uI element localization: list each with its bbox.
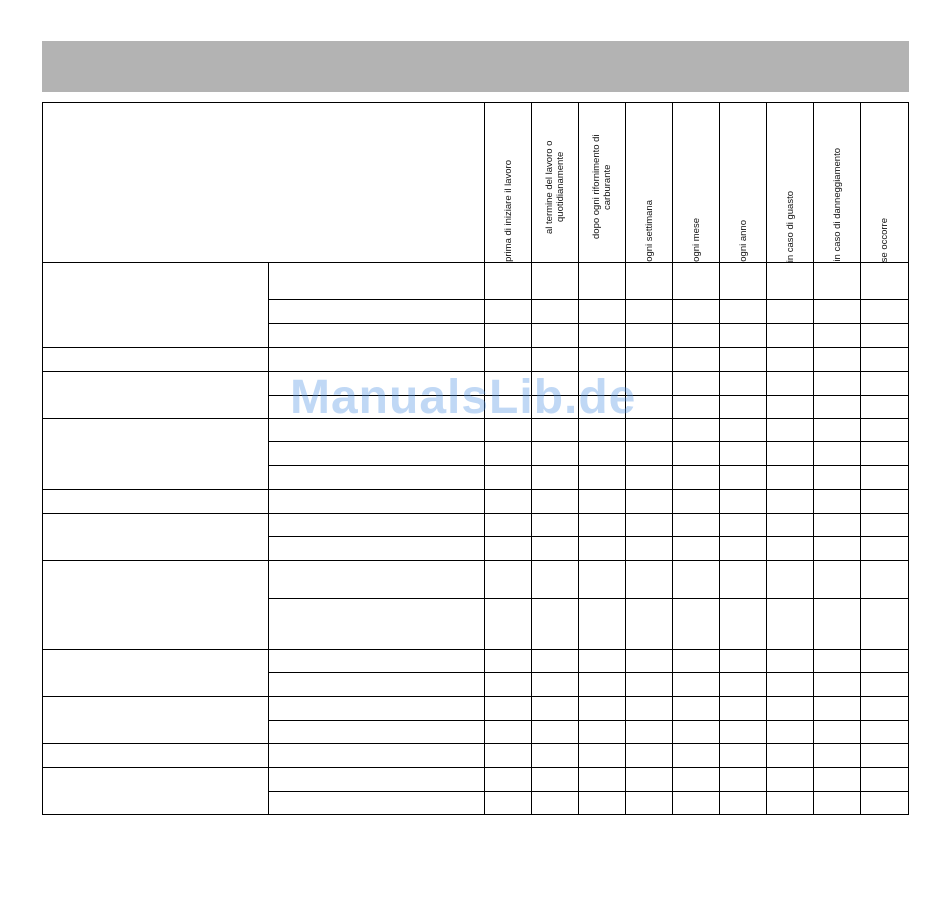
- interval-cell: [626, 744, 673, 768]
- item-label-cell: [269, 768, 485, 792]
- interval-cell: [673, 768, 720, 792]
- interval-cell: [861, 300, 909, 324]
- interval-cell: [767, 650, 814, 673]
- interval-cell: [485, 396, 532, 419]
- item-label-cell: [269, 792, 485, 815]
- interval-cell: [532, 673, 579, 697]
- interval-cell: [626, 324, 673, 348]
- interval-cell: [720, 650, 767, 673]
- interval-cell: [579, 419, 626, 442]
- item-label-cell: [269, 697, 485, 721]
- interval-cell: [673, 348, 720, 372]
- table-row: [43, 263, 909, 300]
- interval-cell: [814, 300, 861, 324]
- interval-cell: [485, 768, 532, 792]
- group-label-cell: [43, 561, 269, 650]
- interval-cell: [579, 599, 626, 650]
- interval-cell: [720, 300, 767, 324]
- interval-cell: [720, 490, 767, 514]
- interval-cell: [720, 697, 767, 721]
- table-row: [43, 419, 909, 442]
- interval-cell: [532, 768, 579, 792]
- interval-cell: [673, 744, 720, 768]
- interval-cell: [814, 744, 861, 768]
- interval-cell: [579, 490, 626, 514]
- interval-cell: [814, 673, 861, 697]
- interval-cell: [485, 442, 532, 466]
- header-cell: in caso di guasto: [767, 103, 814, 263]
- item-label-cell: [269, 599, 485, 650]
- interval-cell: [626, 442, 673, 466]
- interval-cell: [579, 324, 626, 348]
- table-row: [43, 514, 909, 537]
- header-cell: al termine del lavoro o quotidianamente: [532, 103, 579, 263]
- interval-cell: [626, 561, 673, 599]
- interval-cell: [485, 490, 532, 514]
- interval-cell: [767, 442, 814, 466]
- interval-cell: [720, 768, 767, 792]
- interval-cell: [485, 514, 532, 537]
- interval-cell: [626, 697, 673, 721]
- interval-cell: [861, 514, 909, 537]
- interval-cell: [814, 372, 861, 396]
- interval-cell: [767, 537, 814, 561]
- interval-cell: [485, 673, 532, 697]
- interval-cell: [626, 537, 673, 561]
- interval-cell: [673, 419, 720, 442]
- interval-cell: [579, 792, 626, 815]
- interval-cell: [626, 650, 673, 673]
- interval-cell: [485, 744, 532, 768]
- interval-cell: [767, 372, 814, 396]
- group-label-cell: [43, 348, 269, 372]
- interval-cell: [767, 673, 814, 697]
- interval-cell: [626, 514, 673, 537]
- interval-cell: [861, 419, 909, 442]
- item-label-cell: [269, 490, 485, 514]
- interval-cell: [814, 721, 861, 744]
- item-label-cell: [269, 650, 485, 673]
- interval-cell: [485, 419, 532, 442]
- interval-cell: [814, 561, 861, 599]
- interval-cell: [673, 673, 720, 697]
- interval-cell: [814, 768, 861, 792]
- interval-cell: [720, 744, 767, 768]
- interval-cell: [626, 263, 673, 300]
- interval-cell: [673, 537, 720, 561]
- interval-cell: [814, 697, 861, 721]
- interval-cell: [767, 514, 814, 537]
- header-cell: ogni settimana: [626, 103, 673, 263]
- interval-cell: [673, 721, 720, 744]
- item-label-cell: [269, 466, 485, 490]
- interval-cell: [720, 514, 767, 537]
- interval-cell: [767, 599, 814, 650]
- header-cell: prima di iniziare il lavoro: [485, 103, 532, 263]
- interval-cell: [626, 300, 673, 324]
- interval-cell: [720, 324, 767, 348]
- interval-cell: [579, 673, 626, 697]
- interval-cell: [579, 466, 626, 490]
- interval-cell: [720, 442, 767, 466]
- interval-cell: [767, 348, 814, 372]
- interval-cell: [861, 348, 909, 372]
- interval-cell: [532, 599, 579, 650]
- interval-cell: [673, 650, 720, 673]
- group-label-cell: [43, 744, 269, 768]
- table-row: [43, 490, 909, 514]
- interval-cell: [767, 561, 814, 599]
- interval-cell: [767, 300, 814, 324]
- interval-cell: [532, 300, 579, 324]
- interval-cell: [485, 650, 532, 673]
- interval-cell: [720, 263, 767, 300]
- interval-cell: [485, 792, 532, 815]
- interval-cell: [814, 466, 861, 490]
- interval-cell: [532, 466, 579, 490]
- item-label-cell: [269, 348, 485, 372]
- interval-cell: [861, 372, 909, 396]
- interval-cell: [485, 537, 532, 561]
- interval-cell: [767, 263, 814, 300]
- interval-cell: [532, 792, 579, 815]
- item-label-cell: [269, 673, 485, 697]
- interval-cell: [532, 697, 579, 721]
- interval-cell: [861, 490, 909, 514]
- table-row: [43, 697, 909, 721]
- interval-cell: [485, 599, 532, 650]
- interval-cell: [626, 372, 673, 396]
- item-label-cell: [269, 442, 485, 466]
- interval-cell: [579, 514, 626, 537]
- interval-cell: [485, 721, 532, 744]
- interval-cell: [720, 466, 767, 490]
- interval-cell: [579, 537, 626, 561]
- interval-cell: [814, 348, 861, 372]
- interval-cell: [579, 300, 626, 324]
- interval-cell: [861, 599, 909, 650]
- interval-cell: [532, 537, 579, 561]
- table-row: [43, 768, 909, 792]
- interval-cell: [767, 792, 814, 815]
- interval-cell: [579, 442, 626, 466]
- interval-cell: [814, 537, 861, 561]
- interval-cell: [720, 599, 767, 650]
- interval-cell: [532, 396, 579, 419]
- interval-cell: [579, 744, 626, 768]
- group-label-cell: [43, 697, 269, 744]
- group-label-cell: [43, 263, 269, 348]
- interval-cell: [861, 768, 909, 792]
- item-label-cell: [269, 537, 485, 561]
- header-cell: se occorre: [861, 103, 909, 263]
- interval-cell: [485, 348, 532, 372]
- header-cell: ogni anno: [720, 103, 767, 263]
- table-row: [43, 650, 909, 673]
- interval-cell: [814, 514, 861, 537]
- interval-cell: [579, 697, 626, 721]
- interval-cell: [720, 721, 767, 744]
- interval-cell: [720, 348, 767, 372]
- interval-cell: [579, 396, 626, 419]
- interval-cell: [814, 442, 861, 466]
- table-row: [43, 348, 909, 372]
- interval-cell: [861, 792, 909, 815]
- header-blank-cell: [43, 103, 485, 263]
- header-row: [43, 103, 909, 263]
- interval-cell: [720, 419, 767, 442]
- watermark: ManualsLib.de: [290, 371, 637, 424]
- group-label-cell: [43, 372, 269, 419]
- interval-cell: [814, 324, 861, 348]
- table-body: [43, 263, 909, 815]
- interval-cell: [861, 650, 909, 673]
- interval-cell: [861, 442, 909, 466]
- interval-cell: [720, 372, 767, 396]
- interval-cell: [861, 697, 909, 721]
- interval-cell: [720, 792, 767, 815]
- interval-cell: [579, 263, 626, 300]
- interval-cell: [814, 396, 861, 419]
- interval-cell: [673, 372, 720, 396]
- interval-cell: [673, 514, 720, 537]
- interval-cell: [532, 561, 579, 599]
- interval-cell: [626, 792, 673, 815]
- interval-cell: [720, 396, 767, 419]
- interval-cell: [485, 697, 532, 721]
- interval-cell: [720, 537, 767, 561]
- item-label-cell: [269, 263, 485, 300]
- interval-cell: [485, 561, 532, 599]
- interval-cell: [485, 263, 532, 300]
- interval-cell: [767, 768, 814, 792]
- interval-cell: [814, 792, 861, 815]
- interval-cell: [861, 744, 909, 768]
- interval-cell: [767, 419, 814, 442]
- interval-cell: [532, 442, 579, 466]
- interval-cell: [532, 263, 579, 300]
- interval-cell: [626, 721, 673, 744]
- interval-cell: [579, 650, 626, 673]
- interval-cell: [861, 721, 909, 744]
- interval-cell: [861, 466, 909, 490]
- group-label-cell: [43, 768, 269, 815]
- interval-cell: [579, 768, 626, 792]
- item-label-cell: [269, 396, 485, 419]
- group-label-cell: [43, 419, 269, 490]
- interval-cell: [673, 697, 720, 721]
- interval-cell: [861, 561, 909, 599]
- interval-cell: [673, 396, 720, 419]
- maintenance-table: [42, 102, 909, 815]
- interval-cell: [673, 792, 720, 815]
- interval-cell: [767, 466, 814, 490]
- interval-cell: [861, 324, 909, 348]
- item-label-cell: [269, 561, 485, 599]
- interval-cell: [579, 721, 626, 744]
- group-label-cell: [43, 490, 269, 514]
- interval-cell: [485, 466, 532, 490]
- interval-cell: [626, 396, 673, 419]
- interval-cell: [767, 324, 814, 348]
- interval-cell: [532, 324, 579, 348]
- interval-cell: [673, 466, 720, 490]
- interval-cell: [814, 490, 861, 514]
- interval-cell: [861, 396, 909, 419]
- table-row: [43, 372, 909, 396]
- item-label-cell: [269, 300, 485, 324]
- interval-cell: [532, 744, 579, 768]
- interval-cell: [861, 673, 909, 697]
- interval-cell: [767, 396, 814, 419]
- item-label-cell: [269, 324, 485, 348]
- interval-cell: [532, 419, 579, 442]
- table-row: [43, 561, 909, 599]
- interval-cell: [767, 744, 814, 768]
- interval-cell: [814, 599, 861, 650]
- interval-cell: [673, 561, 720, 599]
- interval-cell: [626, 419, 673, 442]
- interval-cell: [579, 372, 626, 396]
- interval-cell: [814, 263, 861, 300]
- group-label-cell: [43, 514, 269, 561]
- interval-cell: [861, 537, 909, 561]
- interval-cell: [485, 324, 532, 348]
- interval-cell: [485, 372, 532, 396]
- interval-cell: [720, 561, 767, 599]
- item-label-cell: [269, 721, 485, 744]
- header-bar: [42, 41, 909, 92]
- interval-cell: [673, 599, 720, 650]
- interval-cell: [532, 721, 579, 744]
- interval-cell: [579, 348, 626, 372]
- interval-cell: [720, 673, 767, 697]
- interval-cell: [673, 490, 720, 514]
- interval-cell: [532, 348, 579, 372]
- header-cell: dopo ogni rifornimento di carburante: [579, 103, 626, 263]
- interval-cell: [767, 697, 814, 721]
- item-label-cell: [269, 514, 485, 537]
- interval-cell: [767, 490, 814, 514]
- interval-cell: [626, 673, 673, 697]
- interval-cell: [579, 561, 626, 599]
- interval-cell: [814, 650, 861, 673]
- interval-cell: [626, 490, 673, 514]
- interval-cell: [673, 442, 720, 466]
- header-cell: in caso di danneggiamento: [814, 103, 861, 263]
- interval-cell: [485, 300, 532, 324]
- interval-cell: [626, 599, 673, 650]
- item-label-cell: [269, 744, 485, 768]
- interval-cell: [532, 650, 579, 673]
- table-row: [43, 744, 909, 768]
- interval-cell: [673, 263, 720, 300]
- interval-cell: [626, 466, 673, 490]
- item-label-cell: [269, 419, 485, 442]
- interval-cell: [626, 768, 673, 792]
- interval-cell: [673, 300, 720, 324]
- item-label-cell: [269, 372, 485, 396]
- interval-cell: [814, 419, 861, 442]
- interval-cell: [767, 721, 814, 744]
- interval-cell: [861, 263, 909, 300]
- interval-cell: [626, 348, 673, 372]
- header-cell: ogni mese: [673, 103, 720, 263]
- group-label-cell: [43, 650, 269, 697]
- interval-cell: [532, 514, 579, 537]
- interval-cell: [532, 490, 579, 514]
- interval-cell: [673, 324, 720, 348]
- interval-cell: [532, 372, 579, 396]
